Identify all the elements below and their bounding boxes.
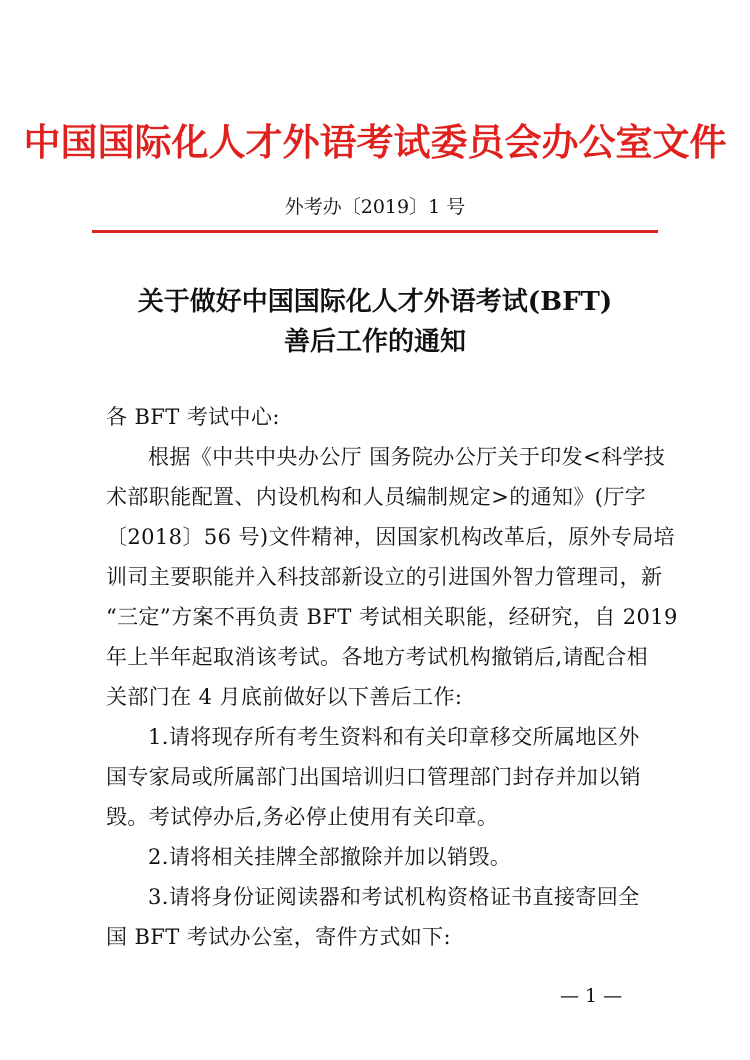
document-number: 外考办〔2019〕1 号 xyxy=(284,196,466,218)
notice-title-line-2: 善后工作的通知 xyxy=(283,327,466,357)
paragraph-line: 术部职能配置、内设机构和人员编制规定>的通知》(厅字 xyxy=(106,485,647,509)
salutation: 各 BFT 考试中心: xyxy=(106,405,280,429)
paragraph-line: 年上半年起取消该考试。各地方考试机构撤销后,请配合相 xyxy=(106,645,649,669)
red-divider-line xyxy=(92,230,658,233)
issuer-header: 中国国际化人才外语考试委员会办公室文件 xyxy=(23,120,727,164)
paragraph-line: 〔2018〕56 号)文件精神，因国家机构改革后，原外专局培 xyxy=(106,525,676,549)
paragraph-line: 训司主要职能并入科技部新设立的引进国外智力管理司，新 xyxy=(106,565,663,589)
item-2-line: 2.请将相关挂牌全部撤除并加以销毁。 xyxy=(148,845,512,869)
item-1-line: 毁。考试停办后,务必停止使用有关印章。 xyxy=(106,805,499,829)
notice-title-line-1: 关于做好中国国际化人才外语考试(BFT) xyxy=(137,287,613,317)
item-1-line: 国专家局或所属部门出国培训归口管理部门封存并加以销 xyxy=(106,765,641,789)
paragraph-line: “三定”方案不再负责 BFT 考试相关职能，经研究，自 2019 xyxy=(106,605,678,629)
item-3-line: 3.请将身份证阅读器和考试机构资格证书直接寄回全 xyxy=(148,885,640,909)
item-1-line: 1.请将现存所有考生资料和有关印章移交所属地区外 xyxy=(148,725,640,749)
paragraph-line: 根据《中共中央办公厅 国务院办公厅关于印发<科学技 xyxy=(148,445,666,469)
item-3-line: 国 BFT 考试办公室，寄件方式如下: xyxy=(106,925,452,949)
paragraph-line: 关部门在 4 月底前做好以下善后工作: xyxy=(106,685,463,709)
page-number: — 1 — xyxy=(560,985,623,1007)
